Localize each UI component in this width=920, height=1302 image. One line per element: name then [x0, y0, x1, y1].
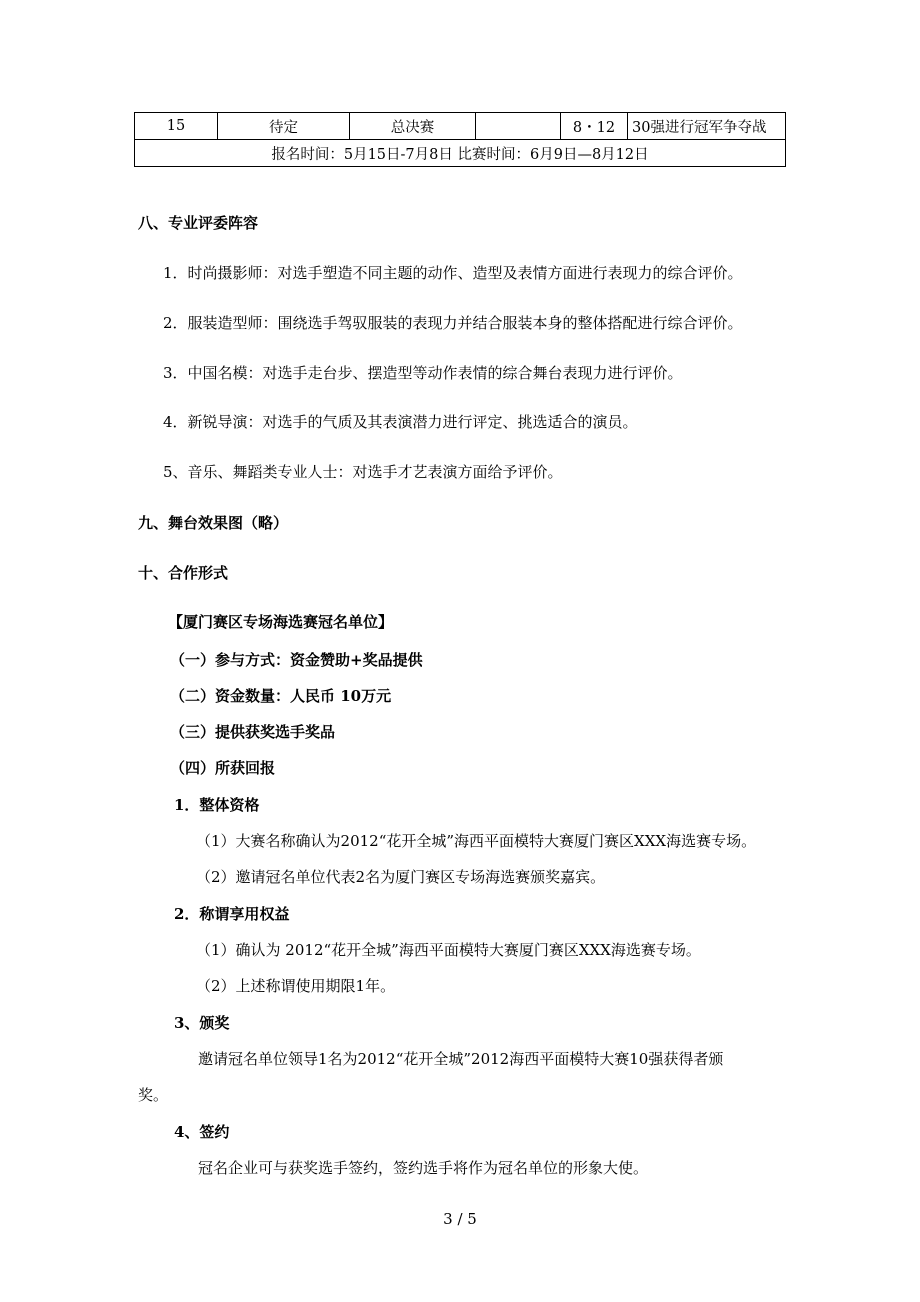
- cell-date: 8・12: [561, 113, 628, 140]
- sub-4-heading: 4、签约: [174, 1123, 230, 1141]
- cell-status: 待定: [218, 113, 350, 140]
- sub-1-item-2: （2）邀请冠名单位代表2名为厦门赛区专场海选赛颁奖嘉宾。: [196, 868, 606, 886]
- sponsor-title: 【厦门赛区专场海选赛冠名单位】: [168, 613, 394, 631]
- point-2: （二）资金数量：人民币 10万元: [170, 687, 392, 705]
- schedule-table: [134, 112, 786, 167]
- sub-4-text: 冠名企业可与获奖选手签约，签约选手将作为冠名单位的形象大使。: [198, 1159, 649, 1177]
- page-number: 3 / 5: [443, 1210, 477, 1228]
- sub-2-heading: 2．称谓享用权益: [174, 905, 290, 923]
- sub-3-text-line-1: 邀请冠名单位领导1名为2012“花开全城”2012海西平面模特大赛10强获得者颁: [198, 1050, 724, 1068]
- cell-blank: [476, 113, 561, 140]
- judge-item-5: 5、音乐、舞蹈类专业人士：对选手才艺表演方面给予评价。: [163, 463, 563, 481]
- sub-2-item-2: （2）上述称谓使用期限1年。: [196, 977, 396, 995]
- cell-summary: 报名时间：5月15日-7月8日 比赛时间：6月9日—8月12日: [135, 140, 786, 167]
- point-4: （四）所获回报: [170, 759, 276, 777]
- cell-stage: 总决赛: [350, 113, 476, 140]
- table-row: [135, 113, 786, 140]
- sub-3-text-line-2: 奖。: [138, 1086, 169, 1104]
- judge-item-1: 1．时尚摄影师：对选手塑造不同主题的动作、造型及表情方面进行表现力的综合评价。: [163, 264, 743, 282]
- cell-number: 15: [135, 113, 218, 140]
- table-summary-row: [135, 140, 786, 167]
- section-10-heading: 十、合作形式: [138, 564, 229, 582]
- sub-2-item-1: （1）确认为 2012“花开全城”海西平面模特大赛厦门赛区XXX海选赛专场。: [196, 941, 701, 959]
- section-8-heading: 八、专业评委阵容: [138, 214, 259, 232]
- sub-3-heading: 3、颁奖: [174, 1014, 230, 1032]
- sub-1-heading: 1．整体资格: [174, 796, 260, 814]
- judge-item-2: 2．服装造型师：围绕选手驾驭服装的表现力并结合服装本身的整体搭配进行综合评价。: [163, 314, 743, 332]
- sub-1-item-1: （1）大赛名称确认为2012“花开全城”海西平面模特大赛厦门赛区XXX海选赛专场。: [196, 832, 757, 850]
- judge-item-3: 3．中国名模：对选手走台步、摆造型等动作表情的综合舞台表现力进行评价。: [163, 364, 683, 382]
- judge-item-4: 4．新锐导演：对选手的气质及其表演潜力进行评定、挑选适合的演员。: [163, 413, 638, 431]
- section-9-heading: 九、舞台效果图（略）: [138, 514, 289, 532]
- point-1: （一）参与方式：资金赞助+奖品提供: [170, 651, 423, 669]
- cell-description: 30强进行冠军争夺战: [628, 113, 786, 140]
- point-3: （三）提供获奖选手奖品: [170, 723, 336, 741]
